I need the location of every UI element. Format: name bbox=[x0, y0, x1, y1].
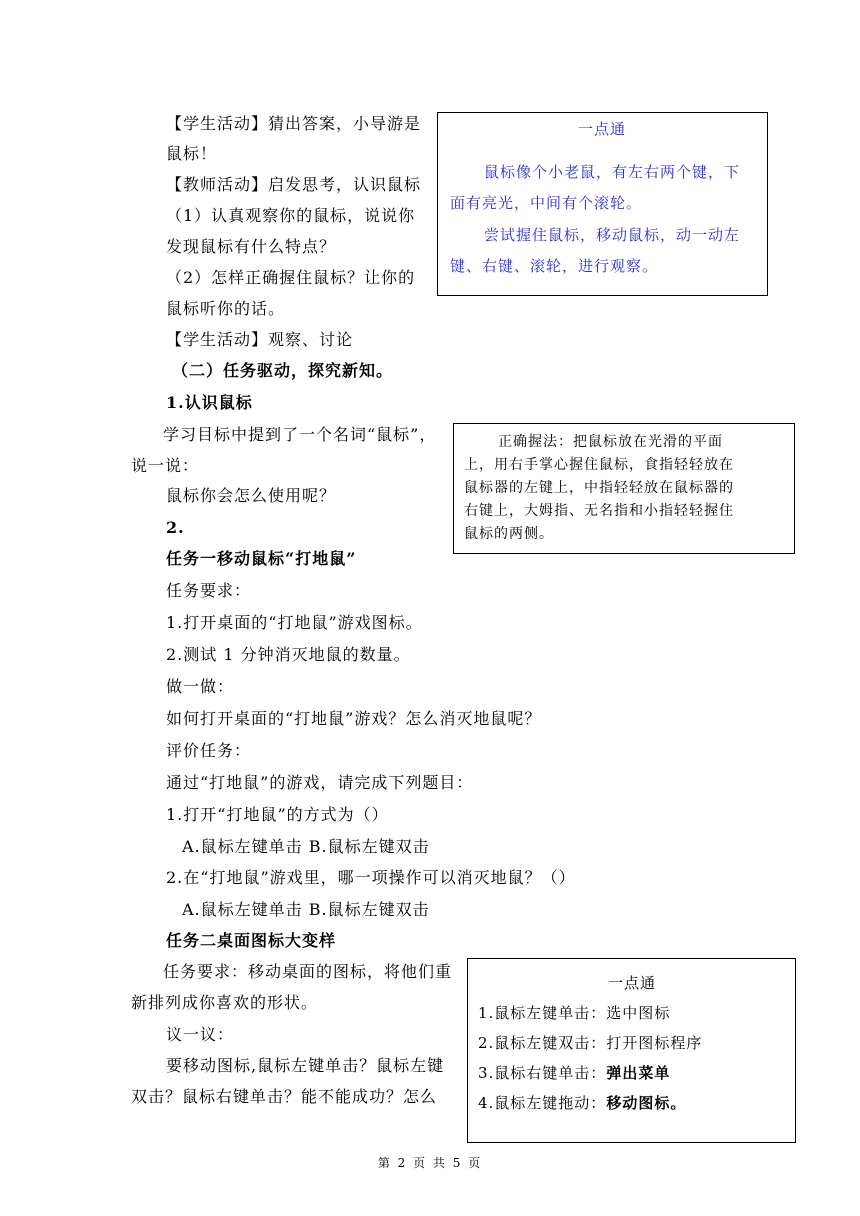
tip-text: 鼠标器的左键上，中指轻轻放在鼠标器的 bbox=[464, 480, 734, 496]
tip-text: 尝试握住鼠标，移动鼠标，动一动左 bbox=[484, 226, 741, 244]
question: 1.打开“打地鼠”的方式为（） bbox=[166, 805, 389, 824]
body-text: 双击？鼠标右键单击？能不能成功？怎么 bbox=[131, 1087, 438, 1106]
tip-box-mouse-operations bbox=[467, 958, 796, 1143]
body-text: 说一说： bbox=[131, 456, 200, 475]
student-activity-line: 鼠标！ bbox=[166, 144, 218, 163]
teacher-activity-line: 发现鼠标有什么特点？ bbox=[166, 237, 337, 256]
tip-item: 1.鼠标左键单击：选中图标 bbox=[478, 1004, 671, 1022]
tip-item: 2.鼠标左键双击：打开图标程序 bbox=[478, 1034, 703, 1052]
body-text: 学习目标中提到了一个名词“鼠标”， bbox=[163, 425, 437, 444]
body-text: 评价任务： bbox=[166, 741, 252, 760]
body-text: 做一做： bbox=[166, 677, 235, 696]
tip-item bbox=[478, 1093, 686, 1113]
tip-text: 面有亮光，中间有个滚轮。 bbox=[450, 194, 643, 212]
body-text: 2.测试 1 分钟消灭地鼠的数量。 bbox=[166, 645, 411, 664]
tip-box-title: 一点通 bbox=[608, 974, 657, 992]
page-footer: 第 2 页 共 5 页 bbox=[377, 1156, 483, 1170]
subsection-heading: 1.认识鼠标 bbox=[166, 393, 253, 412]
tip-item-emphasis: 移动图标。 bbox=[606, 1094, 687, 1112]
tip-text: 上，用右手掌心握住鼠标，食指轻轻放在 bbox=[464, 457, 734, 473]
student-activity-line: 【学生活动】猜出答案，小导游是 bbox=[166, 114, 422, 133]
teacher-activity-line: 鼠标听你的话。 bbox=[166, 299, 286, 318]
teacher-activity-line: （1）认真观察你的鼠标，说说你 bbox=[166, 206, 416, 225]
body-text: 2. bbox=[166, 518, 185, 537]
tip-text: 键、右键、滚轮，进行观察。 bbox=[450, 257, 659, 275]
question-options: A.鼠标左键单击 B.鼠标左键双击 bbox=[182, 900, 430, 919]
body-text: 鼠标你会怎么使用呢？ bbox=[166, 486, 337, 505]
body-text: 新排列成你喜欢的形状。 bbox=[131, 993, 319, 1012]
body-text: 1.打开桌面的“打地鼠”游戏图标。 bbox=[166, 613, 423, 632]
teacher-activity-line: （2）怎样正确握住鼠标？让你的 bbox=[166, 268, 416, 287]
body-text: 议一议： bbox=[166, 1025, 235, 1044]
tip-text: 鼠标的两侧。 bbox=[464, 526, 554, 542]
question: 2.在“打地鼠”游戏里，哪一项操作可以消灭地鼠？（） bbox=[166, 868, 576, 887]
section-heading: （二）任务驱动，探究新知。 bbox=[172, 361, 394, 380]
tip-item bbox=[478, 1063, 670, 1083]
tip-item-label: 3.鼠标右键单击： bbox=[478, 1064, 607, 1082]
body-text: 通过“打地鼠”的游戏，请完成下列题目： bbox=[166, 773, 474, 792]
tip-item-emphasis: 弹出菜单 bbox=[606, 1064, 671, 1082]
body-text: 任务要求：移动桌面的图标，将他们重 bbox=[163, 962, 453, 981]
task-heading: 任务二桌面图标大变样 bbox=[166, 931, 337, 950]
tip-box-grip-method bbox=[453, 423, 795, 554]
teacher-activity-line: 【教师活动】启发思考，认识鼠标 bbox=[166, 175, 422, 194]
tip-text: 鼠标像个小老鼠，有左右两个键，下 bbox=[484, 163, 741, 181]
body-text: 任务要求： bbox=[166, 581, 252, 600]
tip-item-label: 4.鼠标左键拖动： bbox=[478, 1094, 607, 1112]
tip-text: 正确握法：把鼠标放在光滑的平面 bbox=[498, 434, 723, 450]
student-activity-line: 【学生活动】观察、讨论 bbox=[166, 330, 354, 349]
tip-box-title: 一点通 bbox=[578, 120, 627, 138]
tip-text: 右键上，大姆指、无名指和小指轻轻握住 bbox=[464, 503, 734, 519]
body-text: 要移动图标,鼠标左键单击？鼠标左键 bbox=[166, 1056, 445, 1075]
tip-box-mouse-features bbox=[437, 112, 768, 296]
body-text: 如何打开桌面的“打地鼠”游戏？怎么消灭地鼠呢？ bbox=[166, 709, 542, 728]
task-heading: 任务一移动鼠标“打地鼠” bbox=[166, 549, 357, 568]
question-options: A.鼠标左键单击 B.鼠标左键双击 bbox=[182, 837, 430, 856]
